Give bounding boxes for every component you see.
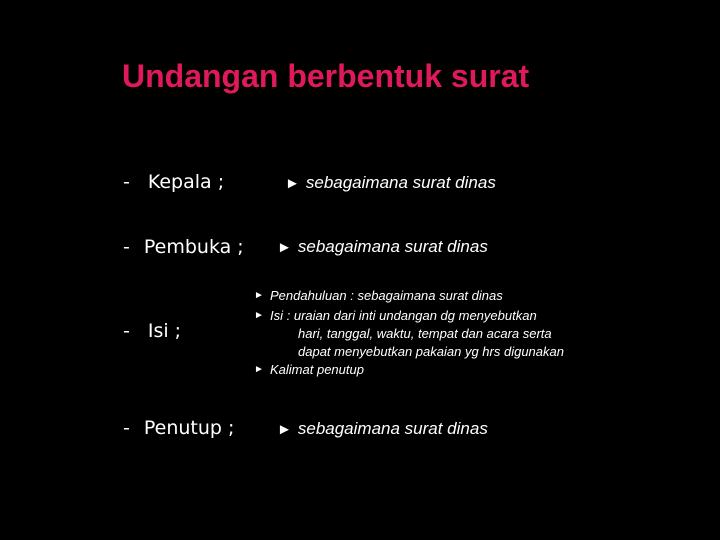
penutup-value-text: sebagaimana surat dinas	[297, 419, 488, 438]
isi-label	[123, 320, 181, 342]
pembuka-value	[277, 237, 488, 257]
kepala-label	[123, 171, 224, 193]
pembuka-label	[123, 236, 244, 258]
isi-list	[254, 287, 564, 379]
isi-item-text: Kalimat penutup	[270, 362, 364, 377]
arrow-right-icon: ►	[254, 364, 264, 375]
isi-item-text-cont: hari, tanggal, waktu, tempat dan acara serta	[298, 326, 552, 341]
kepala-label-text: Kepala ;	[147, 171, 225, 193]
arrow-right-icon: ►	[277, 421, 292, 438]
kepala-value	[285, 173, 496, 193]
isi-item-text: Pendahuluan : sebagaimana surat dinas	[270, 288, 503, 303]
dash-marker: -	[123, 417, 130, 439]
isi-item-text-cont: dapat menyebutkan pakaian yg hrs digunakan	[298, 344, 564, 359]
isi-list-item	[254, 361, 564, 379]
arrow-right-icon: ►	[254, 310, 264, 321]
penutup-value	[277, 419, 488, 439]
isi-list-item	[254, 287, 564, 305]
isi-list-item	[254, 307, 564, 361]
arrow-right-icon: ►	[277, 239, 292, 256]
penutup-label-text: Penutup ;	[143, 417, 235, 439]
penutup-label	[123, 417, 234, 439]
slide-title: Undangan berbentuk surat	[122, 58, 530, 94]
isi-item-text: Isi : uraian dari inti undangan dg menyebutkan	[270, 308, 537, 323]
pembuka-value-text: sebagaimana surat dinas	[297, 237, 488, 256]
arrow-right-icon: ►	[285, 175, 300, 192]
dash-marker: -	[123, 236, 130, 258]
pembuka-label-text: Pembuka ;	[143, 236, 244, 258]
isi-label-text: Isi ;	[147, 320, 182, 342]
kepala-value-text: sebagaimana surat dinas	[305, 173, 496, 192]
dash-marker: -	[123, 320, 130, 342]
dash-marker: -	[123, 171, 130, 193]
arrow-right-icon: ►	[254, 290, 264, 301]
